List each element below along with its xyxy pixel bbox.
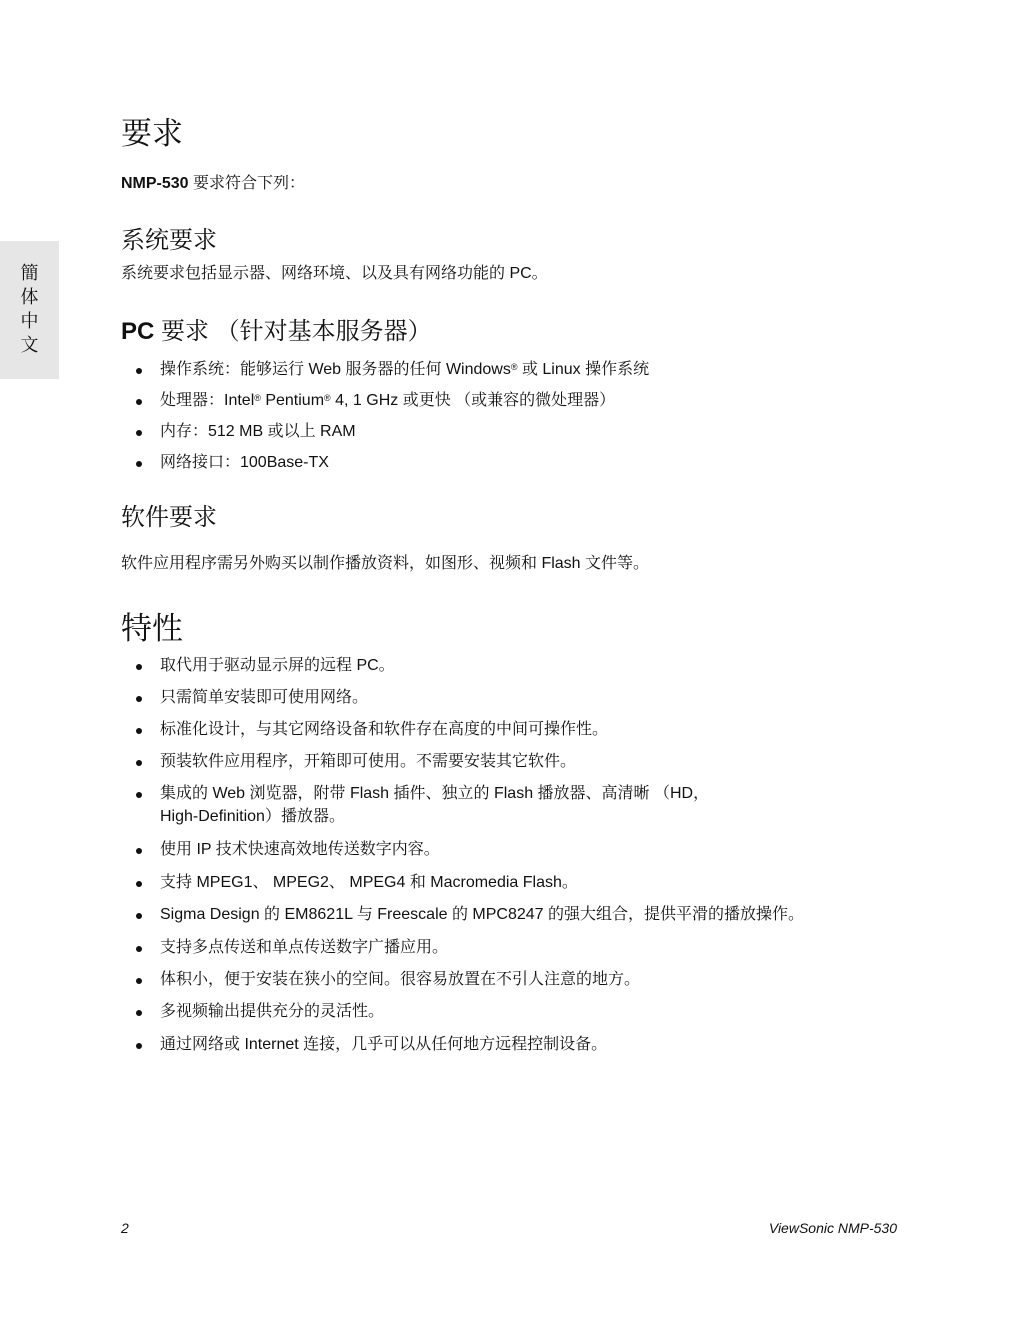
list-item xyxy=(121,782,911,838)
list-item: 只需简单安装即可使用网络。 xyxy=(121,686,911,718)
software-requirements-heading: 软件要求 xyxy=(121,504,217,531)
list-item xyxy=(121,389,911,420)
list-item: 网络接口：100Base-TX xyxy=(121,451,911,482)
feature-line: High-Definition）播放器。 xyxy=(160,808,345,825)
features-list xyxy=(121,654,911,1065)
list-item: 支持 MPEG1、 MPEG2、 MPEG4 和 Macromedia Flash。 xyxy=(121,871,911,903)
cpu-text: 处理器：Intel xyxy=(160,392,255,409)
list-item: 内存：512 MB 或以上 RAM xyxy=(121,420,911,451)
cpu-text-end: 4, 1 GHz 或更快 （或兼容的微处理器） xyxy=(330,392,616,409)
system-requirements-heading: 系统要求 xyxy=(121,227,217,254)
list-item: 标准化设计，与其它网络设备和软件存在高度的中间可操作性。 xyxy=(121,718,911,750)
language-tab-char: 中 xyxy=(20,311,39,332)
list-item: 预装软件应用程序，开箱即可使用。不需要安装其它软件。 xyxy=(121,750,911,782)
list-item: 多视频输出提供充分的灵活性。 xyxy=(121,1000,911,1033)
list-item xyxy=(121,358,911,389)
page-number: 2 xyxy=(121,1220,129,1236)
requirements-intro xyxy=(121,173,305,195)
pc-heading-bold: PC xyxy=(121,318,155,345)
pc-heading-rest: 要求 （针对基本服务器） xyxy=(154,318,432,345)
registered-mark: ® xyxy=(510,362,518,372)
language-tab xyxy=(0,241,59,379)
system-requirements-text: 系统要求包括显示器、网络环境、以及具有网络功能的 PC。 xyxy=(121,265,548,282)
list-item: 支持多点传送和单点传送数字广播应用。 xyxy=(121,936,911,968)
footer-brand: ViewSonic NMP-530 xyxy=(768,1220,897,1236)
requirements-heading: 要求 xyxy=(121,116,183,151)
list-item: 体积小，便于安装在狭小的空间。很容易放置在不引人注意的地方。 xyxy=(121,968,911,1000)
software-requirements-text: 软件应用程序需另外购买以制作播放资料，如图形、视频和 Flash 文件等。 xyxy=(121,555,650,572)
model-name: NMP-530 xyxy=(121,175,189,192)
os-text-end: 或 Linux 操作系统 xyxy=(517,361,650,378)
list-item: 取代用于驱动显示屏的远程 PC。 xyxy=(121,654,911,686)
language-tab-char: 簡 xyxy=(20,263,39,284)
language-tab-char: 文 xyxy=(20,335,39,356)
pc-requirements-list xyxy=(121,358,911,482)
features-heading: 特性 xyxy=(121,611,183,646)
registered-mark: ® xyxy=(324,393,331,403)
list-item: 使用 IP 技术快速高效地传送数字内容。 xyxy=(121,838,911,871)
language-tab-char: 体 xyxy=(20,287,39,308)
os-text: 操作系统：能够运行 Web 服务器的任何 Windows xyxy=(160,361,511,378)
list-item: 通过网络或 Internet 连接，几乎可以从任何地方远程控制设备。 xyxy=(121,1033,911,1065)
list-item: Sigma Design 的 EM8621L 与 Freescale 的 MPC8247 的强大组合，提供平滑的播放操作。 xyxy=(121,903,911,936)
registered-mark: ® xyxy=(254,393,261,403)
pc-requirements-heading xyxy=(121,317,432,347)
feature-line: 集成的 Web 浏览器，附带 Flash 插件、独立的 Flash 播放器、高清晰 （HD， xyxy=(160,785,710,802)
cpu-text-mid: Pentium xyxy=(260,392,325,409)
requirements-intro-text: 要求符合下列： xyxy=(188,175,306,192)
